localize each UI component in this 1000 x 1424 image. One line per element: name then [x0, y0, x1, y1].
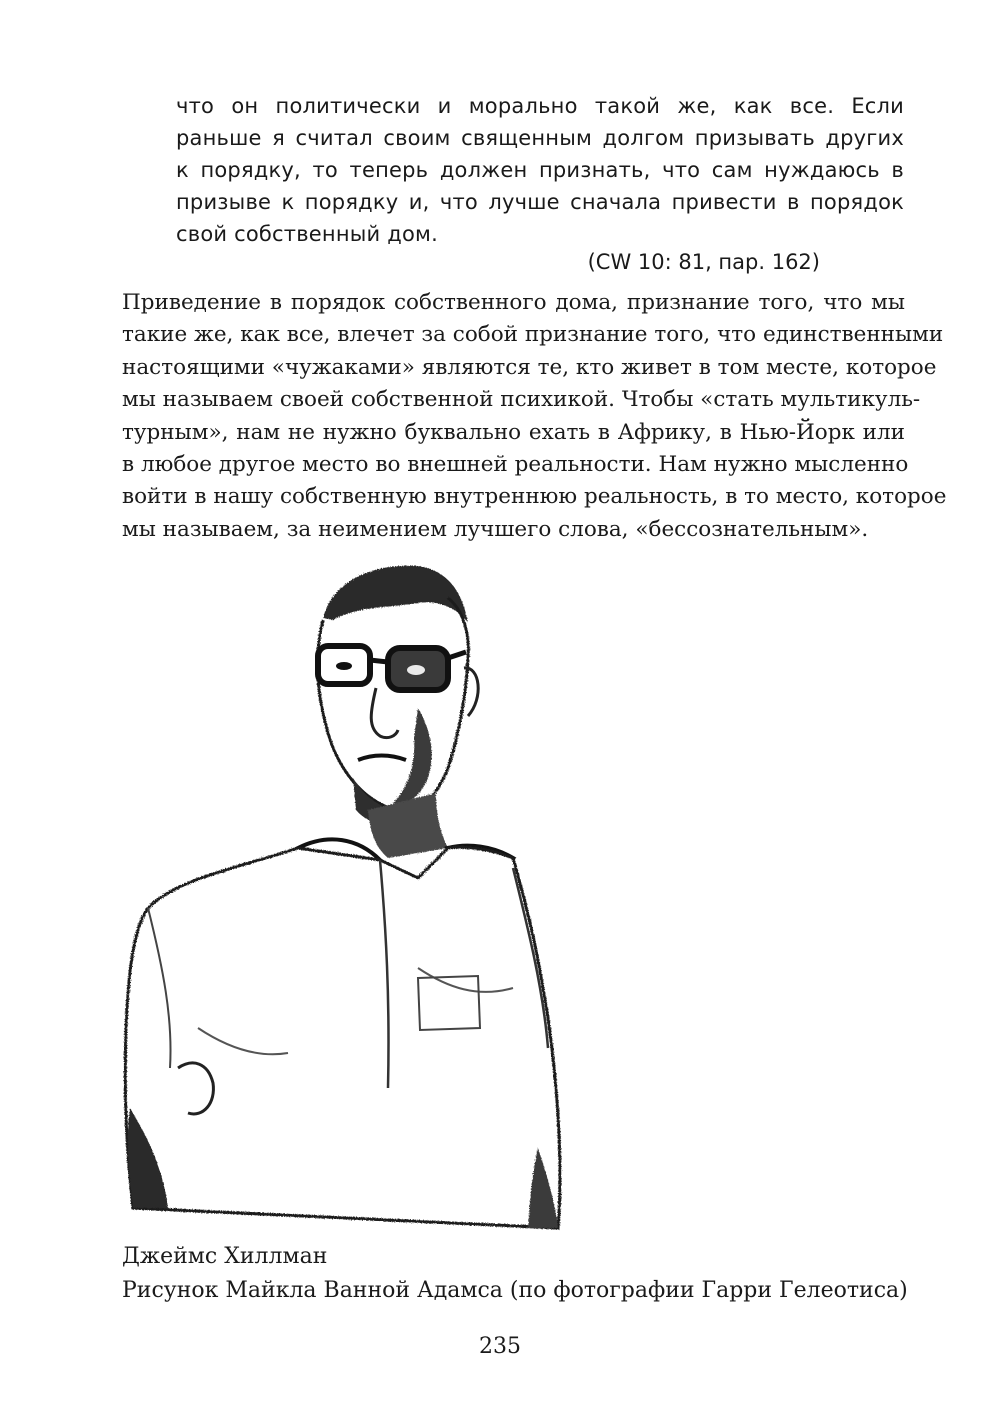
eye-left: [336, 662, 352, 670]
hair-shading: [323, 566, 468, 623]
portrait-drawing: [118, 548, 598, 1238]
block-quote: [176, 90, 904, 250]
nose: [371, 688, 398, 738]
shirt-body: [125, 847, 560, 1228]
quote-line: призыве к порядку и, что лучше сначала привести в порядок: [176, 190, 904, 214]
mouth: [358, 756, 406, 761]
paragraph-line: мы называем своей собственной психикой. Чтобы «стать мультикуль-: [122, 387, 921, 413]
head-outline: [318, 598, 469, 810]
paragraph-line: турным», нам не нужно буквально ехать в Африку, в Нью-Йорк или: [122, 419, 905, 445]
glasses-bridge: [370, 660, 388, 662]
paragraph-line: войти в нашу собственную внутреннюю реальность, в то место, которое: [122, 484, 947, 510]
paragraph-line: такие же, как все, влечет за собой признание того, что единственными: [122, 322, 944, 348]
paragraph-line: Приведение в порядок собственного дома, признание того, что мы: [122, 290, 905, 315]
paragraph-line: мы называем, за неимением лучшего слова, «бессознательным».: [122, 516, 869, 542]
page-number: 235: [479, 1334, 521, 1359]
body-paragraph: [122, 287, 947, 546]
paragraph-line: настоящими «чужаками» являются те, кто живет в том месте, которое: [122, 354, 937, 380]
caption-credit: Рисунок Майкла Ванной Адамса (по фотографии Гарри Гелеотиса): [122, 1278, 908, 1303]
paragraph-line: в любое другое место во внешней реальности. Нам нужно мысленно: [122, 452, 909, 478]
quote-reference: (CW 10: 81, пар. 162): [587, 250, 820, 274]
figure-caption: [122, 1240, 922, 1308]
quote-line: свой собственный дом.: [176, 222, 438, 246]
quote-line: к порядку, то теперь должен признать, что сам нуждаюсь в: [176, 158, 904, 182]
eye-right: [407, 665, 425, 675]
quote-line: раньше я считал своим священным долгом призывать других: [176, 126, 904, 150]
glasses-arm: [448, 652, 466, 658]
caption-name: Джеймс Хиллман: [122, 1244, 328, 1269]
quote-line: что он политически и морально такой же, как все. Если: [176, 94, 904, 118]
